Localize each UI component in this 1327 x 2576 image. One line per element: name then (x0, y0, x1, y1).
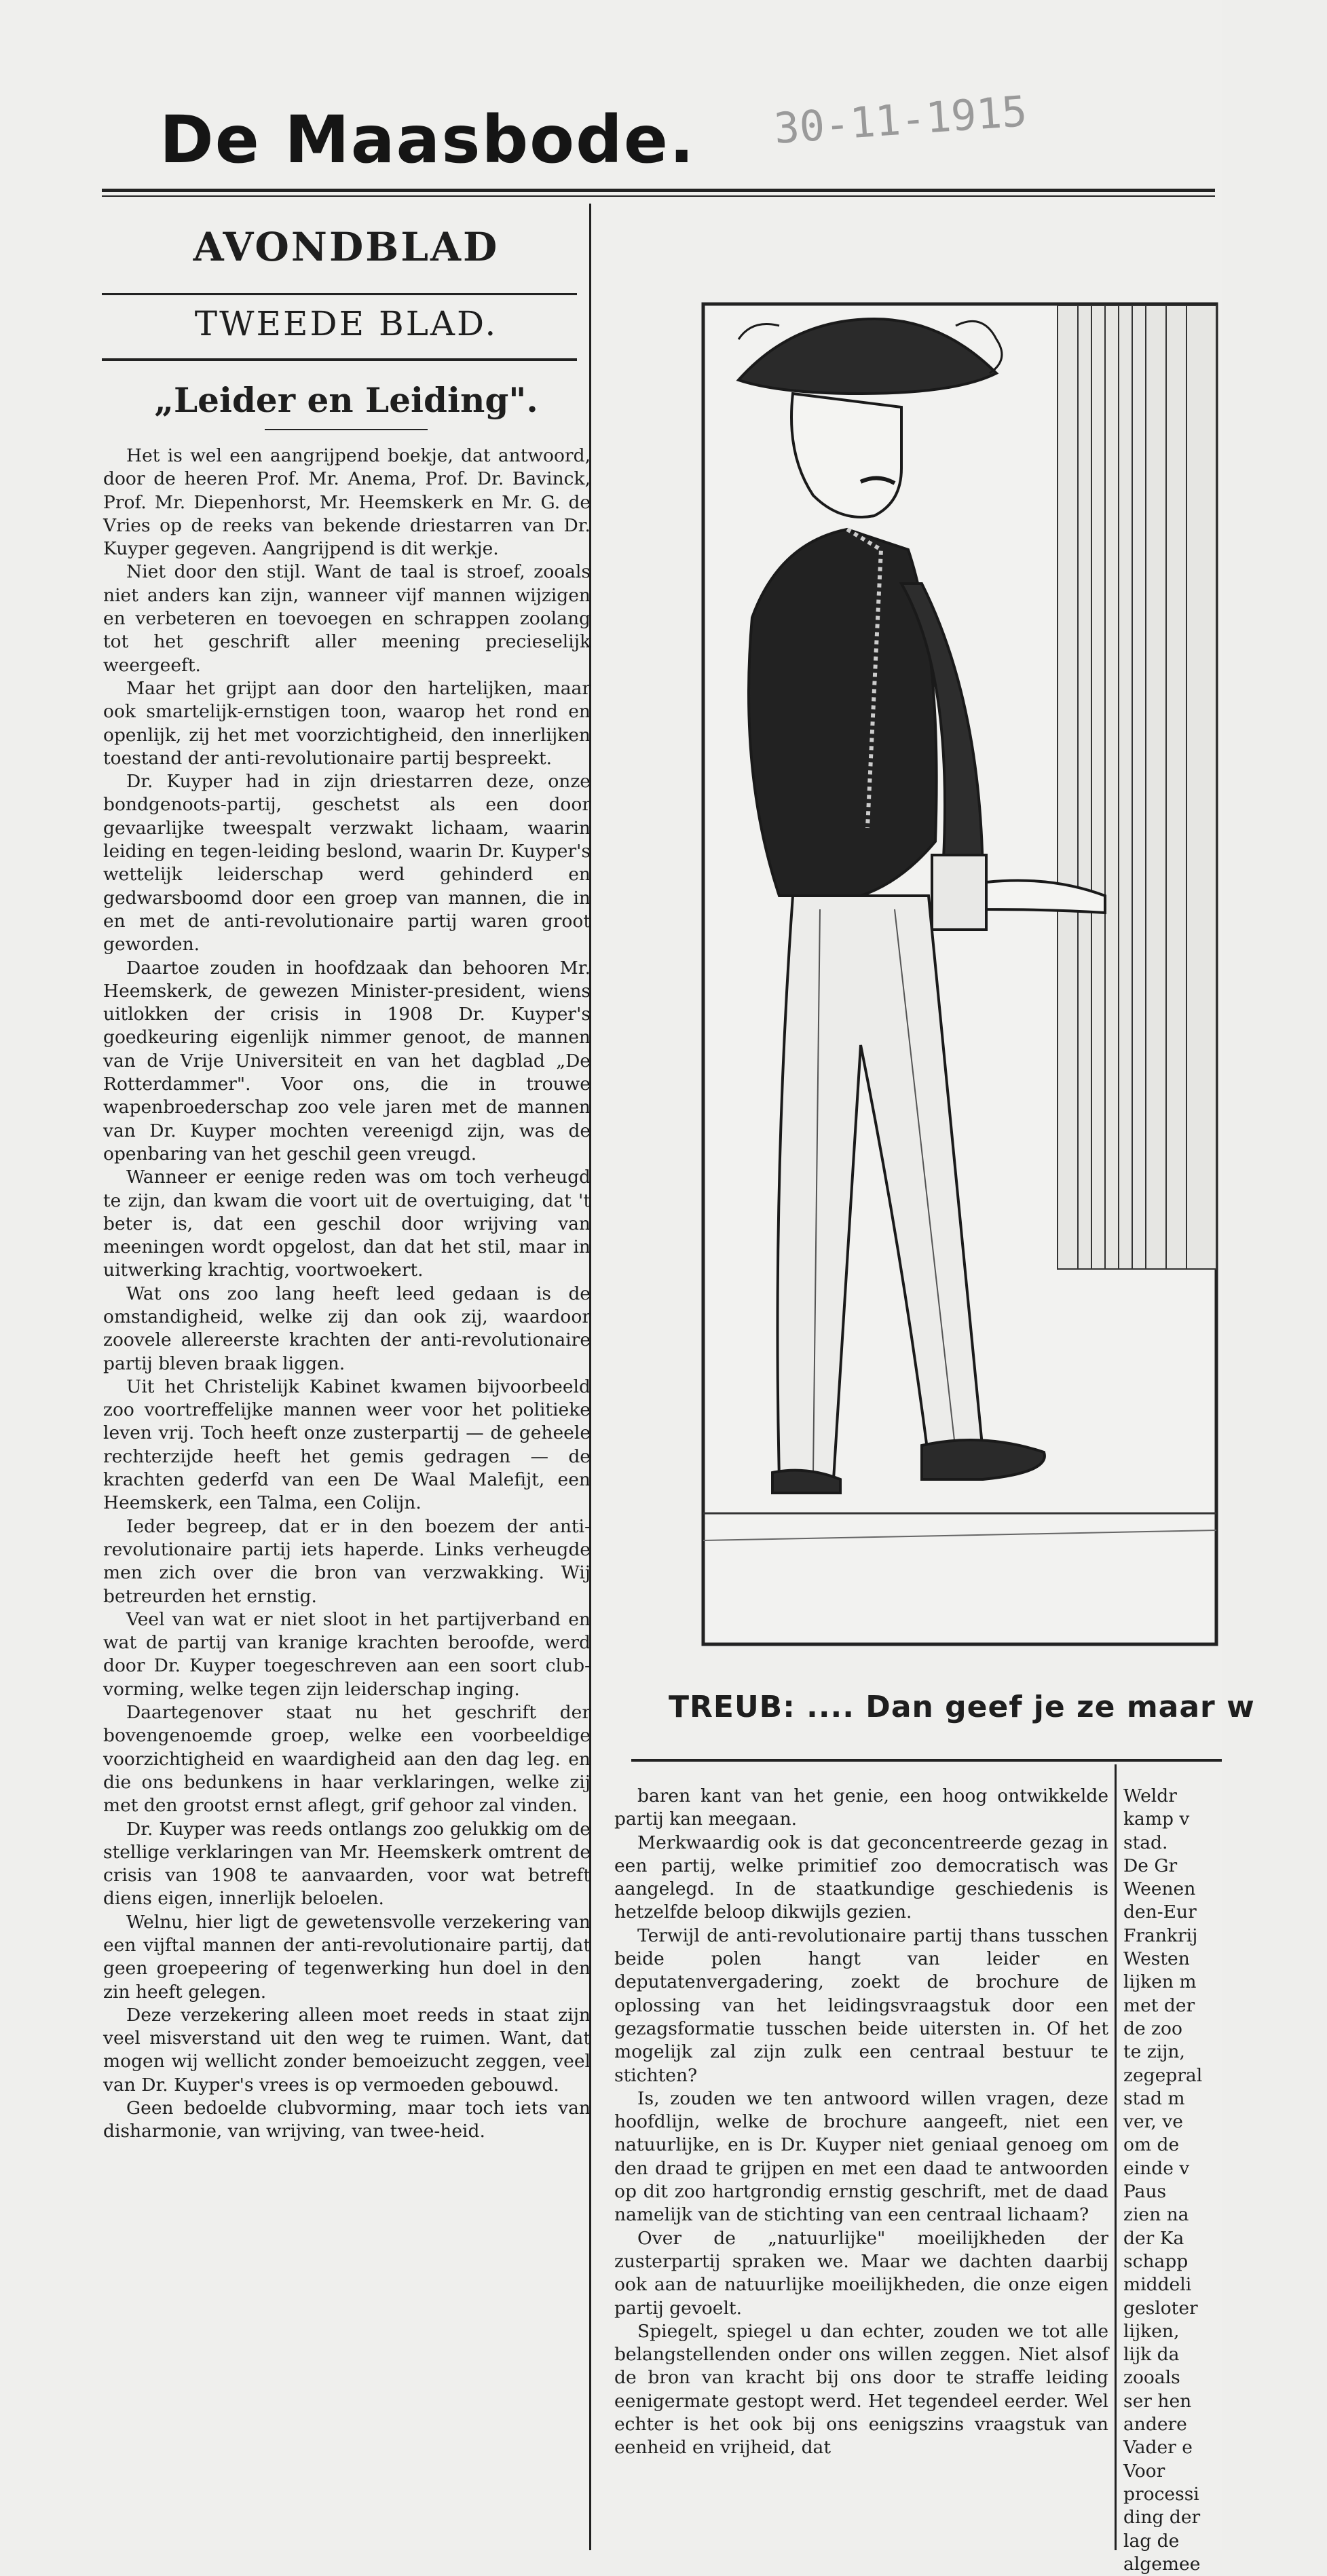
article-paragraph: Terwijl de anti-revolutionaire partij thans tusschen beide polen hangt van leider en deputatenvergadering, zoekt de brochure de oplossing van het leidingsvraagstuk door een gezagsformatie tusschen beide uitersten in. Of het mogelijk zal zijn zulk een centraal bestuur te stichten? (614, 1925, 1108, 2086)
truncated-line: ding der (1123, 2507, 1201, 2528)
article-paragraph: Uit het Christelijk Kabinet kwamen bijvoorbeeld zoo voortreffelijke mannen weer voor het politieke leven vrij. Toch heeft onze zusterpartij — de geheele rechterzijde heeft het gemis gedragen — de krachten gederfd van een De Waal Malefijt, een Heemskerk, een Talma, een Colijn. (103, 1376, 591, 1514)
article-paragraph: Niet door den stijl. Want de taal is stroef, zooals niet anders kan zijn, wanneer vijf mannen wijzigen en verbeteren en toevoegen en schrappen zoolang tot het geschrift aller meening precieselijk weergeeft. (103, 561, 591, 676)
truncated-line: schapp (1123, 2250, 1189, 2272)
handwritten-date: 30-11-1915 (772, 86, 1029, 153)
cartoon-illustration (698, 299, 1222, 1649)
truncated-line: einde v (1123, 2157, 1190, 2179)
article-paragraph: Over de „natuurlijke" moeilijkheden der zusterpartij spraken we. Maar we dachten daarbij ook aan de natuurlijke moeilijkheden, die onze eigen partij gevoelt. (614, 2227, 1108, 2319)
article-paragraph: Is, zouden we ten antwoord willen vragen, deze hoofdlijn, welke de brochure aangeeft, niet een natuurlijke, en is Dr. Kuyper niet geniaal genoeg om den draad te grijpen en met een daad te antwoorden op dit zoo hartgrondig ernstig geschrift, met de daad namelijk van de stichting van een centraal lichaam? (614, 2087, 1108, 2226)
truncated-line: processi (1123, 2483, 1199, 2505)
truncated-line: stad. (1123, 1832, 1168, 1853)
truncated-line: den-Eur (1123, 1901, 1197, 1923)
curtain-drape (1058, 305, 1216, 1269)
masthead-rule (102, 189, 1215, 192)
truncated-line: Voor (1123, 2460, 1165, 2482)
truncated-line: lijken, (1123, 2320, 1180, 2342)
masthead-rule-thin (102, 195, 1215, 197)
truncated-line: kamp v (1123, 1808, 1190, 1830)
truncated-line: om de (1123, 2134, 1180, 2156)
edition-rule (102, 293, 577, 295)
truncated-line: de zoo (1123, 2018, 1182, 2039)
title-underline (265, 429, 428, 430)
article-paragraph: Dr. Kuyper was reeds ontlangs zoo gelukkig om de stellige verklaringen van Mr. Heemskerk omtrent de crisis van 1908 te aanvaarden, voor wat betreft diens eigen, innerlijk beloelen. (103, 1818, 591, 1910)
article-paragraph: Veel van wat er niet sloot in het partijverband en wat de partij van kranige krachten beroofde, werd door Dr. Kuyper toegeschreven aan een soort club-vorming, welke tegen zijn leiderschap inging. (103, 1608, 591, 1700)
truncated-line: Frankrij (1123, 1925, 1198, 1946)
article-paragraph: Geen bedoelde clubvorming, maar toch iets van disharmonie, van wrijving, van twee-heid. (103, 2098, 591, 2142)
truncated-line: der Ka (1123, 2227, 1184, 2249)
truncated-line: Paus (1123, 2181, 1167, 2203)
cartoon-caption: TREUB: .... Dan geef je ze maar w (669, 1690, 1255, 1724)
column-rule (1115, 1764, 1117, 2550)
cartoon-bottom-rule (631, 1759, 1222, 1762)
article-paragraph: Maar het grijpt aan door den hartelijken, maar ook smartelijk-ernstigen toon, waarop het rond en openlijk, zij het met voorzichtigheid, den innerlijken toestand der anti-revolutionaire partij bespreekt. (103, 677, 591, 769)
truncated-line: zooals (1123, 2367, 1180, 2389)
truncated-column (1123, 1785, 1222, 2575)
continued-column (614, 1785, 1110, 2550)
article-paragraph: Dr. Kuyper had in zijn driestarren deze, onze bondgenoots-partij, geschetst als een door gevaarlijke tweespalt verzwakt lichaam, waarin leiding en tegen-leiding beslond, waarin Dr. Kuyper's wettelijk leiderschap werd gehinderd en gedwarsboomd door een groep van mannen, die in en met de anti-revolutionaire partij waren groot geworden. (103, 771, 591, 955)
article-paragraph: Wanneer er eenige reden was om toch verheugd te zijn, dan kwam die voort uit de overtuiging, dat 't beter is, dat een geschil door wrijving van meeningen wordt opgelost, dan dat het stil, maar in uitwerking krachtig, voortwoekert. (103, 1167, 591, 1281)
truncated-line: lijken m (1123, 1971, 1197, 1993)
article-paragraph: Welnu, hier ligt de gewetensvolle verzekering van een vijftal mannen der anti-revolutionaire partij, dat geen groepeering of tegenwerking hun doel in den zin heeft gelegen. (103, 1911, 591, 2003)
truncated-line: Weldr (1123, 1785, 1177, 1806)
truncated-line: Vader e (1123, 2437, 1193, 2459)
truncated-line: De Gr (1123, 1855, 1178, 1876)
truncated-line: stad m (1123, 2087, 1185, 2109)
article-paragraph: baren kant van het genie, een hoog ontwikkelde partij kan meegaan. (614, 1785, 1108, 1830)
section-label: TWEEDE BLAD. (194, 304, 498, 343)
article-column (103, 444, 592, 2550)
truncated-line: andere (1123, 2414, 1187, 2436)
truncated-line: middeli (1123, 2274, 1192, 2296)
truncated-line: te zijn, (1123, 2041, 1185, 2063)
masthead: De Maasbode. (160, 102, 696, 178)
edition-label: AVONDBLAD (193, 224, 500, 270)
article-paragraph: Daartegenover staat nu het geschrift der bovengenoemde groep, welke een voorbeeldige voorzichtigheid en waardigheid aan den dag leg. en die ons bedunkens in haar verklaringen, welke zij met den grootst ernst aflegt, grif gehoor zal vinden. (103, 1702, 591, 1817)
article-title: „Leider en Leiding". (154, 380, 538, 420)
truncated-line: zien na (1123, 2204, 1189, 2226)
truncated-line: zegepral (1123, 2064, 1203, 2086)
truncated-line: met der (1123, 1994, 1195, 2016)
article-paragraph: Deze verzekering alleen moet reeds in staat zijn veel misverstand uit den weg te ruimen. Want, dat mogen wij wellicht zonder bemoeizucht zeggen, veel van Dr. Kuyper's vrees is op vermoeden gebouwd. (103, 2004, 591, 2096)
truncated-line: gesloter (1123, 2297, 1198, 2319)
article-paragraph: Daartoe zouden in hoofdzaak dan behooren Mr. Heemskerk, de gewezen Minister-president, wiens uitlokken der crisis in 1908 Dr. Kuyper's goedkeuring eigenlijk nimmer genoot, de mannen van de Vrije Universiteit en van het dagblad „De Rotterdammer". Voor ons, die in trouwe wapenbroederschap zoo vele jaren met de mannen van Dr. Kuyper mochten vereenigd zijn, was de openbaring van het geschil geen vreugd. (103, 957, 591, 1164)
truncated-line: lijk da (1123, 2344, 1180, 2366)
article-paragraph: Wat ons zoo lang heeft leed gedaan is de omstandigheid, welke zij dan ook zij, waardoor zoovele allereerste krachten der anti-revolutionaire partij bleven braak liggen. (103, 1283, 591, 1374)
truncated-line: ser hen (1123, 2390, 1192, 2412)
truncated-line: algemee (1123, 2553, 1201, 2575)
article-paragraph: Merkwaardig ook is dat geconcentreerde gezag in een partij, welke primitief zoo democratisch was aangelegd. In de staatkundige geschiedenis is hetzelfde beloop dikwijls gezien. (614, 1832, 1108, 1923)
truncated-line: Weenen (1123, 1878, 1196, 1900)
article-paragraph: Ieder begreep, dat er in den boezem der anti-revolutionaire partij iets haperde. Links verheugde men zich over die bron van verzwakking. Wij betreurden het ernstig. (103, 1515, 591, 1607)
section-rule (102, 358, 577, 361)
article-paragraph: Het is wel een aangrijpend boekje, dat antwoord, door de heeren Prof. Mr. Anema, Prof. Dr. Bavinck, Prof. Mr. Diepenhorst, Mr. Heemskerk en Mr. G. de Vries op de reeks van bekende driestarren van Dr. Kuyper gegeven. Aangrijpend is dit werkje. (103, 445, 591, 560)
article-paragraph: Spiegelt, spiegel u dan echter, zouden we tot alle belangstellenden onder ons willen zeggen. Niet alsof de bron van kracht bij ons door te straffe leiding eenigermate gestopt werd. Het tegendeel eerder. Wel echter is het ook bij ons eenigszins vraagstuk van eenheid en vrijheid, dat (614, 2320, 1108, 2459)
truncated-line: ver, ve (1123, 2111, 1183, 2133)
truncated-line: lag de (1123, 2530, 1180, 2552)
truncated-line: Westen (1123, 1948, 1190, 1970)
